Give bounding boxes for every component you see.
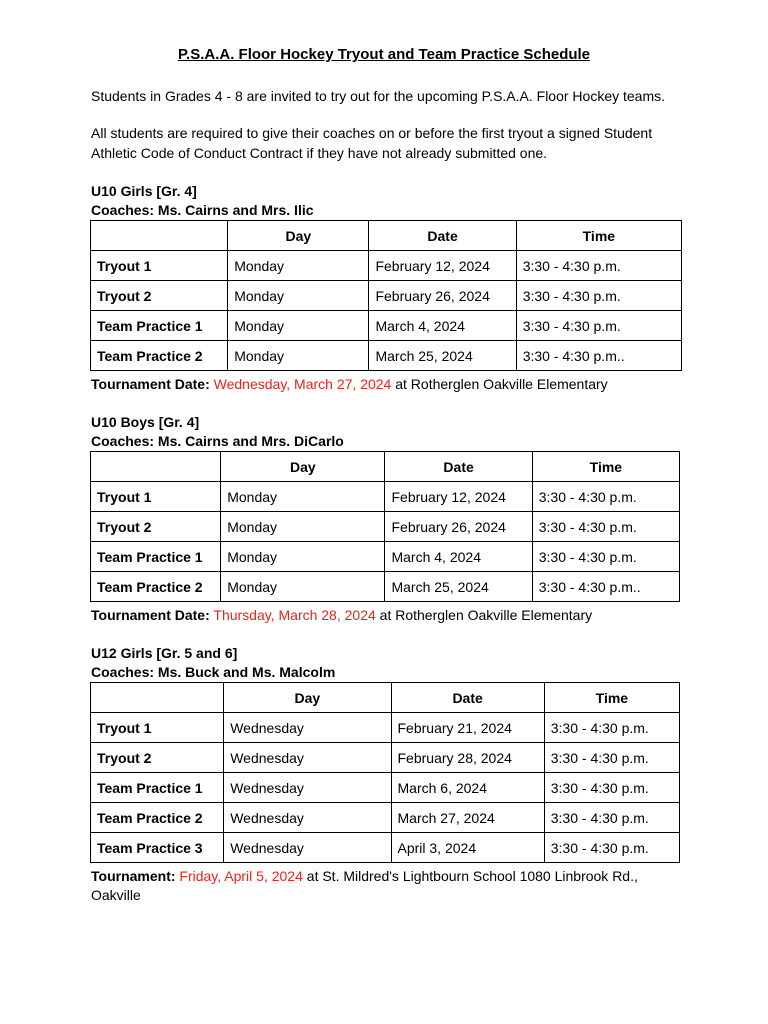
section-coaches-u10-boys: Coaches: Ms. Cairns and Mrs. DiCarlo xyxy=(91,433,344,449)
table-row xyxy=(91,311,682,341)
cell-time: 3:30 - 4:30 p.m. xyxy=(516,251,681,281)
cell-time: 3:30 - 4:30 p.m. xyxy=(532,512,679,542)
row-label: Tryout 1 xyxy=(91,713,224,743)
column-header: Time xyxy=(516,221,681,251)
table-row xyxy=(91,773,680,803)
row-label: Team Practice 1 xyxy=(91,311,228,341)
requirement-paragraph: All students are required to give their coaches on or before the first tryout a signed Student Athletic Code of Conduct Contract if they have not already submitted one. xyxy=(91,125,653,161)
column-header: Date xyxy=(385,452,532,482)
row-label: Team Practice 2 xyxy=(91,803,224,833)
tournament-location: at Rotherglen Oakville Elementary xyxy=(379,607,593,623)
tournament-line-u12-girls xyxy=(91,867,661,905)
row-label: Team Practice 3 xyxy=(91,833,224,863)
cell-day: Monday xyxy=(228,341,369,371)
cell-date: February 12, 2024 xyxy=(369,251,516,281)
tournament-date: Wednesday, March 27, 2024 xyxy=(213,376,392,392)
cell-date: March 25, 2024 xyxy=(385,572,532,602)
section-coaches-u12-girls: Coaches: Ms. Buck and Ms. Malcolm xyxy=(91,664,336,680)
cell-time: 3:30 - 4:30 p.m. xyxy=(544,803,679,833)
cell-day: Monday xyxy=(221,512,385,542)
tournament-location: at Rotherglen Oakville Elementary xyxy=(395,376,608,392)
tournament-location: at St. Mildred's Lightbourn School 1080 Linbrook Rd., Oakville xyxy=(91,868,638,903)
column-header xyxy=(91,683,224,713)
table-header-row xyxy=(91,452,680,482)
cell-time: 3:30 - 4:30 p.m. xyxy=(532,542,679,572)
table-row xyxy=(91,743,680,773)
cell-day: Monday xyxy=(228,281,369,311)
column-header: Day xyxy=(221,452,385,482)
cell-day: Wednesday xyxy=(224,803,391,833)
row-label: Team Practice 2 xyxy=(91,572,221,602)
cell-date: February 28, 2024 xyxy=(391,743,544,773)
cell-time: 3:30 - 4:30 p.m. xyxy=(516,311,681,341)
cell-time: 3:30 - 4:30 p.m.. xyxy=(532,572,679,602)
cell-day: Monday xyxy=(228,311,369,341)
table-row xyxy=(91,281,682,311)
cell-day: Monday xyxy=(221,572,385,602)
cell-time: 3:30 - 4:30 p.m. xyxy=(544,743,679,773)
cell-time: 3:30 - 4:30 p.m. xyxy=(532,482,679,512)
cell-date: February 26, 2024 xyxy=(369,281,516,311)
cell-date: February 21, 2024 xyxy=(391,713,544,743)
column-header xyxy=(91,452,221,482)
tournament-label: Tournament Date: xyxy=(91,376,210,392)
table-row xyxy=(91,542,680,572)
tournament-label: Tournament: xyxy=(91,868,176,884)
row-label: Tryout 1 xyxy=(91,482,221,512)
table-row xyxy=(91,512,680,542)
tournament-date: Thursday, March 28, 2024 xyxy=(213,607,376,623)
cell-day: Wednesday xyxy=(224,743,391,773)
cell-date: February 26, 2024 xyxy=(385,512,532,542)
table-row xyxy=(91,251,682,281)
column-header: Date xyxy=(369,221,516,251)
schedule-table-u10-girls xyxy=(90,220,682,371)
column-header: Day xyxy=(228,221,369,251)
cell-date: March 27, 2024 xyxy=(391,803,544,833)
column-header xyxy=(91,221,228,251)
cell-date: March 4, 2024 xyxy=(385,542,532,572)
row-label: Tryout 2 xyxy=(91,512,221,542)
cell-time: 3:30 - 4:30 p.m. xyxy=(516,281,681,311)
schedule-table-u12-girls xyxy=(90,682,680,863)
table-row xyxy=(91,341,682,371)
cell-date: March 25, 2024 xyxy=(369,341,516,371)
intro-paragraph: Students in Grades 4 - 8 are invited to try out for the upcoming P.S.A.A. Floor Hockey teams. xyxy=(91,88,666,104)
cell-time: 3:30 - 4:30 p.m. xyxy=(544,833,679,863)
row-label: Tryout 1 xyxy=(91,251,228,281)
table-header-row xyxy=(91,683,680,713)
column-header: Time xyxy=(544,683,679,713)
tournament-line-u10-girls xyxy=(91,375,608,394)
column-header: Day xyxy=(224,683,391,713)
section-team-u10-girls: U10 Girls [Gr. 4] xyxy=(91,183,197,199)
cell-day: Monday xyxy=(221,542,385,572)
cell-time: 3:30 - 4:30 p.m. xyxy=(544,773,679,803)
table-row xyxy=(91,482,680,512)
row-label: Team Practice 1 xyxy=(91,542,221,572)
section-team-u10-boys: U10 Boys [Gr. 4] xyxy=(91,414,200,430)
cell-day: Wednesday xyxy=(224,773,391,803)
table-row xyxy=(91,713,680,743)
table-header-row xyxy=(91,221,682,251)
cell-time: 3:30 - 4:30 p.m. xyxy=(544,713,679,743)
column-header: Date xyxy=(391,683,544,713)
table-row xyxy=(91,833,680,863)
cell-day: Wednesday xyxy=(224,713,391,743)
tournament-date: Friday, April 5, 2024 xyxy=(179,868,303,884)
table-row xyxy=(91,803,680,833)
page-title: P.S.A.A. Floor Hockey Tryout and Team Practice Schedule xyxy=(177,46,591,63)
cell-date: March 4, 2024 xyxy=(369,311,516,341)
cell-day: Monday xyxy=(228,251,369,281)
table-row xyxy=(91,572,680,602)
row-label: Tryout 2 xyxy=(91,743,224,773)
section-coaches-u10-girls: Coaches: Ms. Cairns and Mrs. Ilic xyxy=(91,202,314,218)
row-label: Team Practice 1 xyxy=(91,773,224,803)
cell-time: 3:30 - 4:30 p.m.. xyxy=(516,341,681,371)
row-label: Team Practice 2 xyxy=(91,341,228,371)
tournament-line-u10-boys xyxy=(91,606,592,625)
schedule-table-u10-boys xyxy=(90,451,680,602)
cell-day: Wednesday xyxy=(224,833,391,863)
section-team-u12-girls: U12 Girls [Gr. 5 and 6] xyxy=(91,645,238,661)
cell-date: April 3, 2024 xyxy=(391,833,544,863)
cell-date: March 6, 2024 xyxy=(391,773,544,803)
row-label: Tryout 2 xyxy=(91,281,228,311)
tournament-label: Tournament Date: xyxy=(91,607,210,623)
column-header: Time xyxy=(532,452,679,482)
cell-date: February 12, 2024 xyxy=(385,482,532,512)
cell-day: Monday xyxy=(221,482,385,512)
